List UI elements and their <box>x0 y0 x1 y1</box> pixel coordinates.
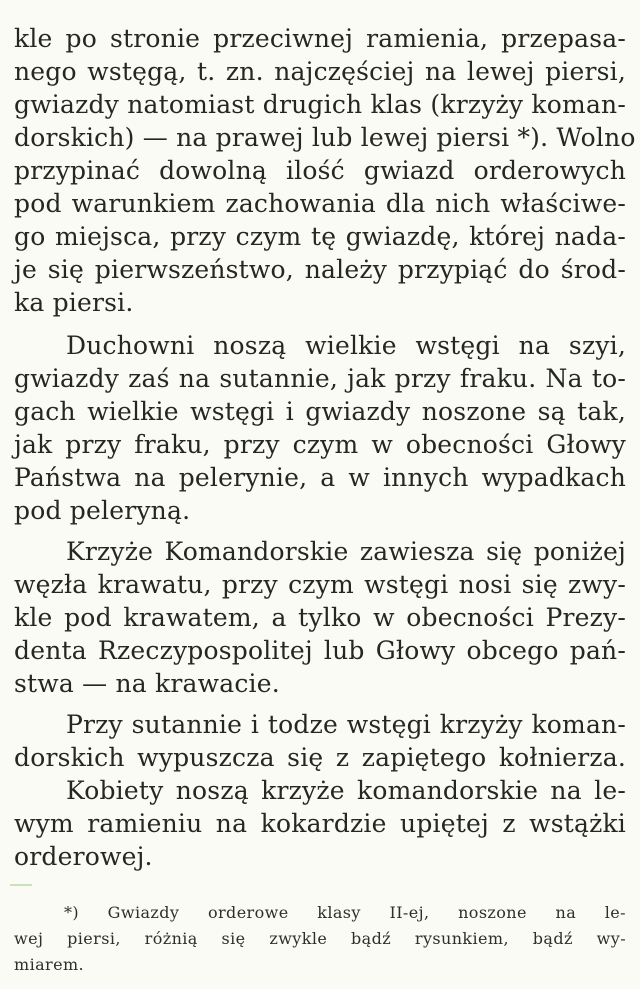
text-line: ka piersi. <box>14 288 134 317</box>
text-line: Kobiety noszą krzyże komandorskie na le- <box>66 776 626 805</box>
text-line: wym ramieniu na kokardzie upiętej z wstążki <box>14 809 626 838</box>
text-line: stwa — na krawacie. <box>14 669 280 698</box>
text-line: węzła krawatu, przy czym wstęgi nosi się zwy- <box>14 570 626 599</box>
text-line: Duchowni noszą wielkie wstęgi na szyi, <box>66 331 626 360</box>
footnote-line: *) Gwiazdy orderowe klasy II-ej, noszone na le- <box>64 903 626 922</box>
text-line: pod warunkiem zachowania dla nich właściwe- <box>14 189 626 218</box>
text-line: je się pierwszeństwo, należy przypiąć do środ- <box>14 255 626 284</box>
text-line: nego wstęgą, t. zn. najczęściej na lewej piersi, <box>14 57 626 86</box>
text-line: przypinać dowolną ilość gwiazd orderowych <box>14 156 626 185</box>
text-line: kle po stronie przeciwnej ramienia, przepasa- <box>14 24 626 53</box>
text-line: dorskich) — na prawej lub lewej piersi *). Wolno <box>14 123 636 152</box>
text-line: pod peleryną. <box>14 496 191 525</box>
text-line: jak przy fraku, przy czym w obecności Głowy <box>14 430 626 459</box>
text-line: Krzyże Komandorskie zawiesza się poniżej <box>66 537 626 566</box>
text-line: kle pod krawatem, a tylko w obecności Prezy- <box>14 603 626 632</box>
footnote-line: miarem. <box>14 955 85 974</box>
text-line: Państwa na pelerynie, a w innych wypadkach <box>14 463 626 492</box>
text-line: Przy sutannie i todze wstęgi krzyży koman- <box>66 710 626 739</box>
text-line: go miejsca, przy czym tę gwiazdę, której nada- <box>14 222 626 251</box>
text-line: gwiazdy zaś na sutannie, jak przy fraku. Na to- <box>14 364 626 393</box>
footnote-separator <box>10 884 32 886</box>
text-line: denta Rzeczypospolitej lub Głowy obcego pań- <box>14 636 626 665</box>
text-line: orderowej. <box>14 842 153 871</box>
text-line: gwiazdy natomiast drugich klas (krzyży koman- <box>14 90 626 119</box>
text-line: dorskich wypuszcza się z zapiętego kołnierza. <box>14 743 626 772</box>
text-line: gach wielkie wstęgi i gwiazdy noszone są tak, <box>14 397 626 426</box>
footnote-line: wej piersi, różnią się zwykle bądź rysunkiem, bądź wy- <box>14 929 626 948</box>
